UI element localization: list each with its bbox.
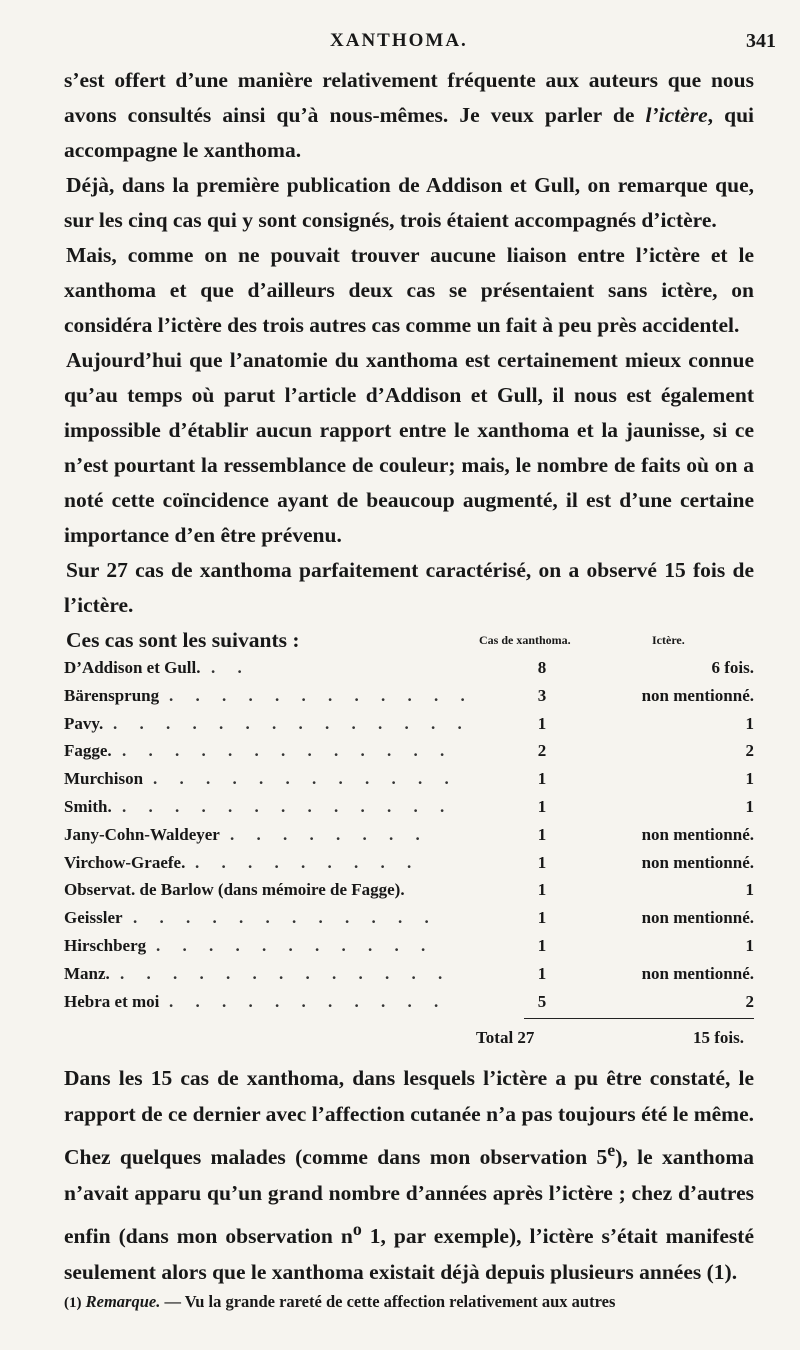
table-row xyxy=(64,933,754,961)
row-leader-dots: . . xyxy=(211,658,251,677)
table-row xyxy=(64,850,754,878)
column-header-icterus: Ictère. xyxy=(652,633,685,647)
total-label: Total 27 xyxy=(476,1028,535,1048)
paragraph-1-part-a: s’est offert d’une manière relativement fréquente aux auteurs que nous avons consultés ainsi qu’à nous-mêmes. Je veux parler de xyxy=(64,68,754,127)
table-row xyxy=(64,905,754,933)
running-header xyxy=(0,30,800,60)
paragraph-7-part-c: 1, par exemple), l’ictère s’était manifesté seulement alors que le xanthoma existait déjà depuis plusieurs années xyxy=(64,1224,754,1285)
cases-table xyxy=(64,625,754,1052)
page-number: 341 xyxy=(746,30,776,52)
row-leader-dots: . . . . . . . . . . . . . . xyxy=(113,713,471,733)
row-name: Smith. xyxy=(64,796,112,816)
row-cases: 3 xyxy=(537,685,547,705)
paragraph-7-part-a: Dans les 15 cas de xanthoma, dans lesquels l’ictère a pu être constaté, le rapport de ce dernier avec l’affection cutanée n’a pas toujours été le même. Chez quelques malades (comme dans mon observation 5 xyxy=(64,1066,754,1170)
row-cases: 2 xyxy=(537,741,547,761)
row-icterus: 1 xyxy=(745,796,754,816)
table-row xyxy=(64,766,754,794)
row-cases: 1 xyxy=(537,908,547,928)
paragraph-3: Mais, comme on ne pouvait trouver aucune liaison entre l’ictère et le xanthoma et que d’ailleurs deux cas se présentaient sans ictère, on considéra l’ictère des trois autres cas comme un fait à peu près accidentel. xyxy=(64,243,754,337)
footnote-text: — Vu la grande rareté de cette affection relativement aux autres xyxy=(160,1292,616,1311)
row-icterus: 1 xyxy=(745,880,754,900)
row-cases: 1 xyxy=(537,824,547,844)
row-cases: 1 xyxy=(537,852,547,872)
superscript-e: e xyxy=(607,1140,616,1160)
row-leader-dots: . . . . . . . . . . . xyxy=(169,991,448,1011)
row-leader-dots: . . . . . . . . . . . . xyxy=(153,769,458,789)
table-header xyxy=(64,625,754,655)
row-name: Hirschberg xyxy=(64,935,147,955)
row-cases: 1 xyxy=(537,880,547,900)
table-row xyxy=(64,738,754,766)
body-text xyxy=(64,63,754,658)
footnote-emphasis: Remarque. xyxy=(85,1292,161,1311)
row-cases: 1 xyxy=(537,769,547,789)
row-name: Geissler xyxy=(64,908,123,928)
row-name: D’Addison et Gull. xyxy=(64,658,201,677)
total-icterus: 15 fois. xyxy=(693,1028,744,1048)
row-leader-dots: . . . . . . . . xyxy=(230,824,429,844)
table-rows xyxy=(64,655,754,1016)
row-cases: 1 xyxy=(537,713,547,733)
paragraph-4: Aujourd’hui que l’anatomie du xanthoma est certainement mieux connue qu’au temps où parut l’article d’Addison et Gull, il nous est également impossible d’établir aucun rapport entre le xanthoma et la jaunisse, si ce n’est pourtant la ressemblance de couleur; mais, le nombre de faits où on a noté cette coïncidence ayant de beaucoup augmenté, il est d’une certaine importance d’en être prévenu. xyxy=(64,348,754,547)
table-row xyxy=(64,877,754,905)
paragraph-1-emphasis: l’ictère xyxy=(645,103,708,127)
paragraph-7-end: . xyxy=(731,1260,738,1285)
paragraph-7 xyxy=(64,1060,754,1290)
row-icterus: non mentionné. xyxy=(641,685,754,705)
paragraph-6: Ces cas sont les suivants : xyxy=(66,628,300,652)
paragraph-1 xyxy=(64,63,754,168)
row-icterus: 1 xyxy=(745,935,754,955)
row-cases: 1 xyxy=(537,935,547,955)
superscript-o: o xyxy=(352,1219,362,1240)
row-leader-dots: . . . . . . . . . . . . xyxy=(133,908,438,928)
table-total-row xyxy=(64,1022,754,1052)
row-name: Manz. xyxy=(64,963,110,983)
table-total-rule xyxy=(524,1018,754,1019)
row-icterus: non mentionné. xyxy=(641,852,754,872)
column-header-cases: Cas de xanthoma. xyxy=(479,633,571,647)
row-cases: 8 xyxy=(537,658,547,677)
row-icterus: 2 xyxy=(745,991,754,1011)
row-name: Murchison xyxy=(64,769,144,789)
paragraph-7-part-b: ), le xanthoma n’avait apparu qu’un grand nombre d’années après l’ictère ; chez d’autres enfin (dans mon observation n xyxy=(64,1145,754,1249)
row-icterus: 1 xyxy=(745,769,754,789)
footnote xyxy=(64,1292,754,1312)
table-row xyxy=(64,961,754,989)
table-row xyxy=(64,655,754,683)
row-icterus: 2 xyxy=(745,741,754,761)
row-name: Jany-Cohn-Waldeyer xyxy=(64,824,220,844)
row-name: Bärensprung xyxy=(64,685,160,705)
footnote-reference: (1) xyxy=(706,1260,732,1285)
row-leader-dots: . . . . . . . . . . . . xyxy=(169,685,474,705)
row-icterus: non mentionné. xyxy=(641,824,754,844)
table-row xyxy=(64,794,754,822)
row-cases: 1 xyxy=(537,796,547,816)
row-leader-dots: . . . . . . . . . . . . . xyxy=(122,796,454,816)
row-leader-dots: . . . . . . . . . xyxy=(195,852,421,872)
table-row xyxy=(64,683,754,711)
table-row xyxy=(64,711,754,739)
row-leader-dots: . . . . . . . . . . . xyxy=(156,935,435,955)
paragraph-2: Déjà, dans la première publication de Addison et Gull, on remarque que, sur les cinq cas qui y sont consignés, trois étaient accompagnés d’ictère. xyxy=(64,173,754,232)
table-row xyxy=(64,822,754,850)
row-leader-dots: . . . . . . . . . . . . . xyxy=(120,963,452,983)
row-name: Observat. de Barlow (dans mémoire de Fagge). xyxy=(64,880,405,900)
row-name: Fagge. xyxy=(64,741,112,761)
row-cases: 5 xyxy=(537,991,547,1011)
row-name: Virchow-Graefe. xyxy=(64,852,186,872)
row-name: Pavy. xyxy=(64,713,104,733)
paragraph-1-part-b: , qui accompagne le xanthoma. xyxy=(64,103,754,162)
row-name: Hebra et moi xyxy=(64,991,160,1011)
row-icterus: 6 fois. xyxy=(711,658,754,677)
row-icterus: 1 xyxy=(745,713,754,733)
table-row xyxy=(64,989,754,1017)
row-icterus: non mentionné. xyxy=(641,908,754,928)
running-title: XANTHOMA. xyxy=(330,30,468,51)
closing-text xyxy=(64,1060,754,1290)
footnote-mark: (1) xyxy=(64,1295,82,1311)
row-cases: 1 xyxy=(537,963,547,983)
row-icterus: non mentionné. xyxy=(641,963,754,983)
paragraph-5: Sur 27 cas de xanthoma parfaitement caractérisé, on a observé 15 fois de l’ictère. xyxy=(64,558,754,617)
row-leader-dots: . . . . . . . . . . . . . xyxy=(122,741,454,761)
